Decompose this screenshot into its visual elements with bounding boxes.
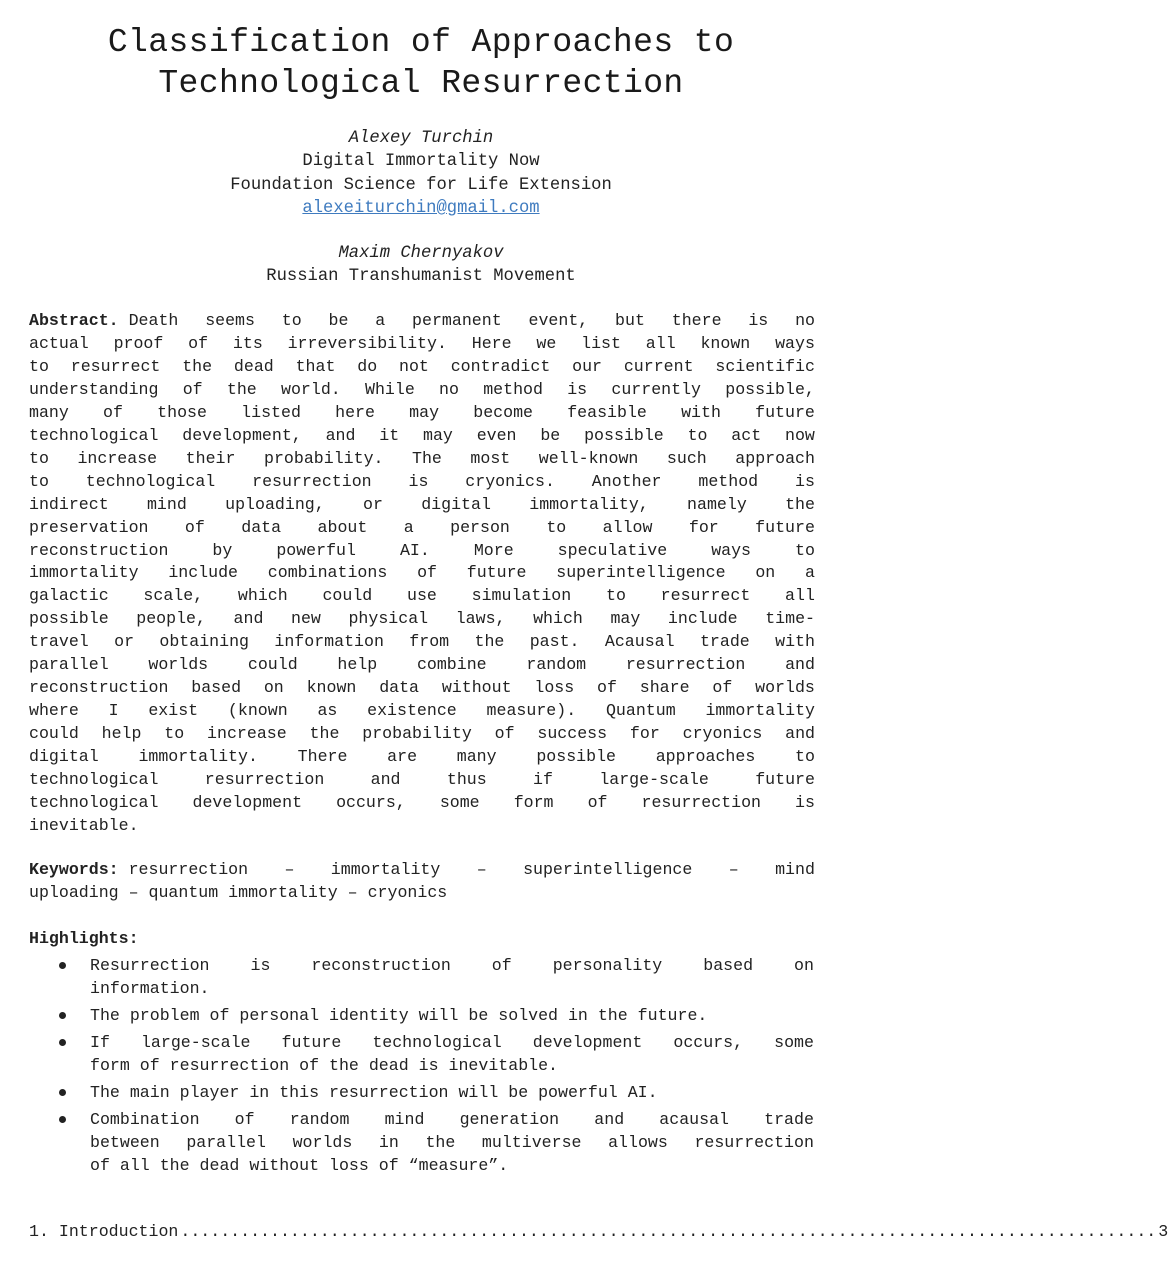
abstract-line: technological resurrection and thus if large-scale future: [29, 770, 815, 790]
abstract: [29, 310, 815, 838]
abstract-line: inevitable.: [29, 815, 139, 835]
abstract-line: travel or obtaining information from the past. Acausal trade with: [29, 632, 815, 652]
abstract-line: where I exist (known as existence measure). Quantum immortality: [29, 701, 815, 721]
highlight-text: Combination of random mind generation and acausal trade between parallel worlds in the multiverse allows resurrection of all the dead without loss of “measure”.: [90, 1110, 814, 1175]
highlight-text: Resurrection is reconstruction of personality based on information.: [90, 956, 814, 998]
author-affiliation: Foundation Science for Life Extension: [230, 175, 612, 195]
abstract-line: galactic scale, which could use simulation to resurrect all: [29, 586, 815, 606]
author-name: Alexey Turchin: [348, 129, 494, 148]
abstract-line: indirect mind uploading, or digital immortality, namely the: [29, 494, 815, 514]
abstract-line: parallel worlds could help combine random resurrection and: [29, 655, 815, 675]
highlights-heading: Highlights:: [29, 929, 139, 948]
abstract-line: reconstruction based on known data without loss of share of worlds: [29, 678, 815, 698]
abstract-line: preservation of data about a person to allow for future: [29, 517, 815, 537]
abstract-line: immortality include combinations of future superintelligence on a: [29, 563, 815, 583]
abstract-line: possible people, and new physical laws, which may include time-: [29, 609, 815, 629]
abstract-line: to resurrect the dead that do not contradict our current scientific: [29, 356, 815, 376]
author-block: [0, 127, 842, 289]
title-line: Technological Resurrection: [158, 65, 684, 102]
title-line: Classification of Approaches to: [107, 24, 735, 61]
abstract-line: to increase their probability. The most well-known such approach: [29, 448, 815, 468]
toc-entry-label: 1. Introduction: [29, 1222, 179, 1241]
highlight-text: The problem of personal identity will be solved in the future.: [90, 1006, 708, 1025]
keywords-line: uploading – quantum immortality – cryonics: [29, 882, 448, 902]
bullet-icon: [59, 1032, 69, 1042]
toc-entry[interactable]: [29, 1221, 1168, 1244]
keywords-label: Keywords:: [29, 860, 119, 879]
author-email-link[interactable]: alexeiturchin@gmail.com: [302, 198, 540, 218]
author-name: Maxim Chernyakov: [338, 244, 504, 264]
abstract-line: understanding of the world. While no method is currently possible,: [29, 379, 815, 399]
author-affiliation: Russian Transhumanist Movement: [266, 267, 576, 287]
abstract-line: technological development, and it may even be possible to act now: [29, 425, 815, 445]
abstract-line: many of those listed here may become feasible with future: [29, 402, 815, 422]
abstract-line: technological development occurs, some form of resurrection is: [29, 793, 815, 813]
bullet-icon: [59, 955, 69, 965]
keywords: [29, 859, 815, 905]
abstract-line: could help to increase the probability of success for cryonics and: [29, 724, 815, 744]
bullet-icon: [59, 1109, 69, 1119]
abstract-line: actual proof of its irreversibility. Here we list all known ways: [29, 333, 815, 353]
abstract-line: Abstract. Death seems to be a permanent event, but there is no: [29, 310, 815, 333]
highlight-text: The main player in this resurrection will be powerful AI.: [90, 1083, 658, 1102]
abstract-line: digital immortality. There are many possible approaches to: [29, 747, 815, 767]
abstract-label: Abstract. Death: [29, 311, 179, 330]
toc-page-number: 3: [1158, 1222, 1168, 1241]
abstract-line: reconstruction by powerful AI. More speculative ways to: [29, 540, 815, 560]
bullet-icon: [59, 1082, 69, 1092]
bullet-icon: [59, 1005, 69, 1015]
paper-title: [0, 22, 842, 104]
keywords-line: Keywords: resurrection – immortality – superintelligence – mind: [29, 860, 815, 879]
toc-leader-dots: ..................................................................................................: [180, 1222, 1157, 1241]
highlight-text: If large-scale future technological development occurs, some form of resurrection of the dead is inevitable.: [90, 1033, 814, 1075]
abstract-line: to technological resurrection is cryonics. Another method is: [29, 471, 815, 491]
author-affiliation: Digital Immortality Now: [302, 152, 540, 172]
